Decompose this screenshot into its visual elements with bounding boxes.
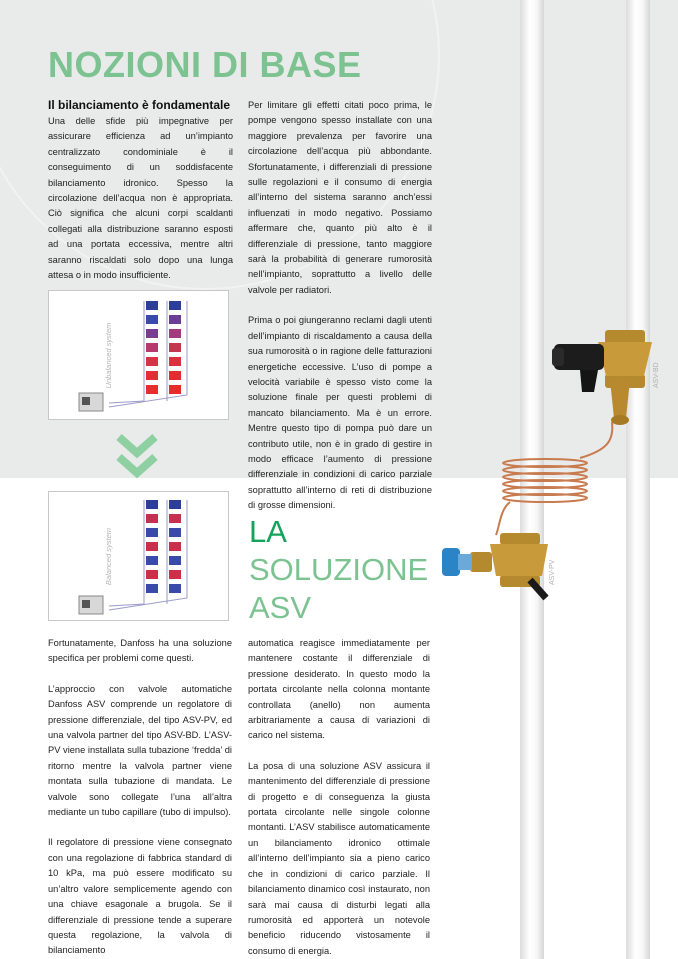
asv-pv-label: ASV-PV bbox=[549, 559, 556, 585]
intro-column-1 bbox=[48, 114, 233, 283]
solution-heading-line-2: SOLUZIONE bbox=[249, 552, 429, 587]
solution-heading-line-3: ASV bbox=[249, 590, 312, 625]
asv-bd-valve-graphic bbox=[552, 330, 652, 425]
bottom-paragraph-1: Fortunatamente, Danfoss ha una soluzione specifica per problemi come questi. bbox=[48, 638, 232, 664]
balanced-system-label: Balanced system bbox=[104, 527, 113, 586]
balanced-system-diagram bbox=[48, 491, 229, 621]
asv-bd-label: ASV-BD bbox=[653, 362, 660, 388]
bottom-paragraph-3: Il regolatore di pressione viene consegnato con una regolazione di fabbrica standard di 10 kPa, ma può essere modificato su un’altro valore semplicemente agendo con una chiave esagonale a brugola. Se il differenziale di pressione tende a superare questa regolazione, la valvola di bilanciamento bbox=[48, 837, 232, 956]
bottom-paragraph-5: La posa di una soluzione ASV assicura il mantenimento del differenziale di pressione di progetto e di conseguenza la giusta portata circolante nelle singole colonne montanti. L’ASV stabilisce automaticamente un bilanciamento idronico ottimale all’interno dell’impianto sia a pieno carico che in condizioni di carico parziale. Il bilanciamento dinamico così instaurato, non sarà mai causa di disturbi legati alla rumorosità ed apporterà un notevole beneficio riducendo vistosamente il consumo di energia. bbox=[248, 760, 430, 956]
asv-valves-illustration bbox=[430, 330, 660, 620]
chevron-down-icon bbox=[115, 433, 159, 479]
intro-column-2 bbox=[248, 98, 432, 514]
intro-paragraph-1: Una delle sfide più impegnative per assicurare efficienza ad un’impianto centralizzato condominiale è il conseguimento di un soddisfacente bilanciamento idronico. Spesso la circolazione dell’acqua non è appropriata. Ciò significa che alcuni corpi scaldanti collegati alla distribuzione saranno esposti ad una portata eccessiva, mentre altri saranno riscaldati solo dopo una lunga attesa o in modo insufficiente. bbox=[48, 116, 233, 281]
intro-paragraph-2: Per limitare gli effetti citati poco prima, le pompe vengono spesso installate con una maggiore prevalenza per favorire una circolazione dell’acqua più abbondante. Sfortunatamente, i differenziali di pressione sulle regolazioni e il consumo di energia all’interno del sistema saranno anch’essi influenzati in modo negativo. Possiamo affermare che, quanto più alto è il differenziale di pressione, tanto maggiore sarà la probabilità di generare rumorosità nell’impianto, soprattutto a livello delle valvole per radiatori. bbox=[248, 100, 432, 295]
solution-heading bbox=[249, 513, 428, 627]
section-heading: Il bilanciamento è fondamentale bbox=[48, 98, 231, 112]
unbalanced-system-diagram bbox=[48, 290, 229, 420]
unbalanced-system-label: Unbalanced system bbox=[104, 322, 113, 389]
unbalanced-radiator-illustration bbox=[49, 291, 230, 421]
intro-paragraph-3: Prima o poi giungeranno reclami dagli utenti dell’impianto di riscaldamento a causa della sua rumorosità o in ragione delle fatturazioni energetiche eccessive. L’uso di pompe a velocità variabile è spesso visto come la soluzione finale per questi problemi di mancato bilanciamento. Ma è un errore. Mentre questo tipo di pompa può dare un contributo utile, non è in grado di gestire in modo efficace l’aumento di pressione differenziale in condizioni di carico parziale soprattutto all’interno di reti di distribuzione di grosse dimensioni. bbox=[248, 315, 432, 511]
capillary-tube-graphic bbox=[496, 422, 612, 535]
balanced-radiator-illustration bbox=[49, 492, 230, 622]
solution-heading-line-1: LA bbox=[249, 514, 287, 549]
bottom-column-2 bbox=[248, 636, 430, 959]
bottom-paragraph-4: automatica reagisce immediatamente per mantenere costante il differenziale di pressione desiderato. In questo modo la portata circolante nella colonna montante controllata (anello) non aumenta arbitrariamente a causa di variazioni di carico nel sistema. bbox=[248, 638, 430, 741]
page-title: NOZIONI DI BASE bbox=[48, 44, 362, 85]
asv-pv-valve-graphic bbox=[442, 533, 548, 598]
bottom-column-1 bbox=[48, 636, 232, 959]
bottom-paragraph-2: L’approccio con valvole automatiche Danfoss ASV comprende un regolatore di pressione differenziale, del tipo ASV-PV, ed una valvola partner del tipo ASV-BD. L’ASV-PV viene installata sulla tubazione ‘fredda’ di ritorno mentre la valvola partner viene montata sulla tubazione di mandata. Le valvole sono collegate l’una all’altra mediante un tubo capillare (tubo di impulso). bbox=[48, 683, 232, 818]
